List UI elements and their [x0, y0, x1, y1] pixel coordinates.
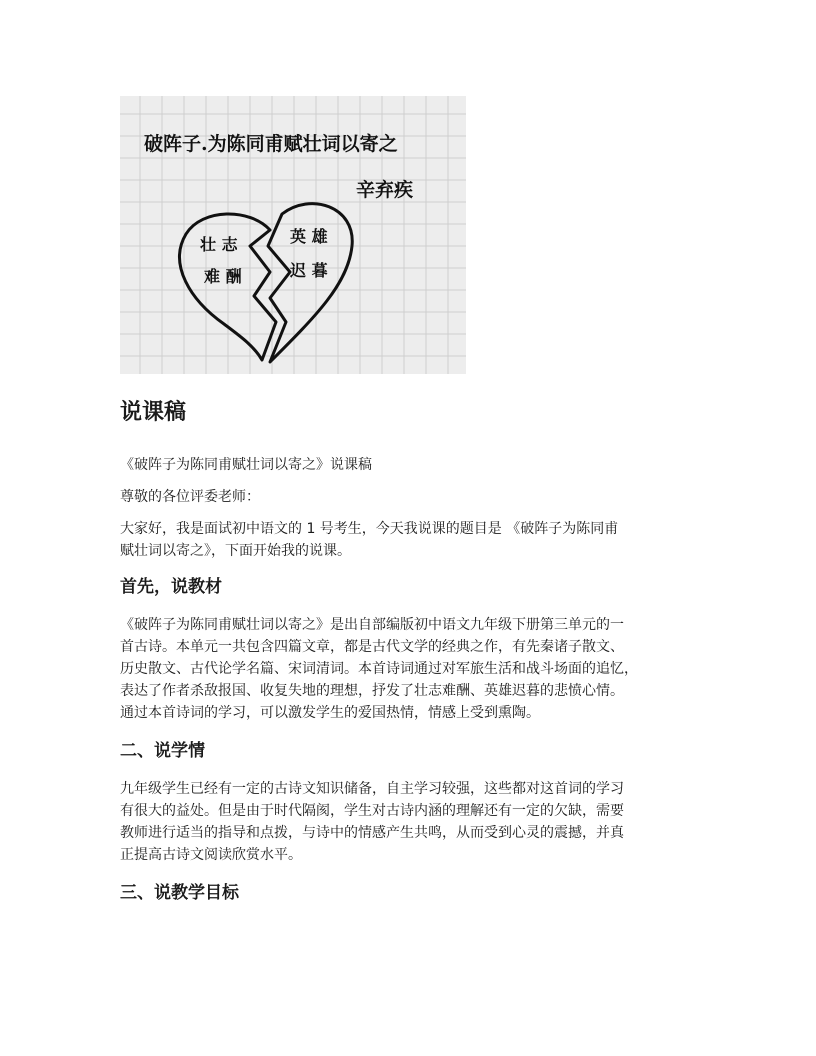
intro-paragraph [120, 518, 710, 562]
doc-heading: 说课稿 [120, 400, 187, 425]
intro-line-1: 大家好，我是面试初中语文的 1 号考生，今天我说课的题目是 《破阵子为陈同甫 [120, 521, 619, 537]
section-1-paragraph [120, 614, 710, 724]
greeting: 尊敬的各位评委老师： [120, 489, 260, 505]
s1-line-1: 《破阵子为陈同甫赋壮词以寄之》是出自部编版初中语文九年级下册第三单元的一 [120, 617, 624, 633]
intro-line-2: 赋壮词以寄之》，下面开始我的说课。 [120, 543, 351, 559]
photo-drawing [120, 96, 466, 374]
s2-line-4: 正提高古诗文阅读欣赏水平。 [120, 847, 302, 863]
author-handwriting: 辛弃疾 [356, 179, 414, 201]
document-body [120, 396, 710, 920]
section-2-title: 二、说学情 [120, 741, 205, 761]
right-heart-line-1: 英 雄 [290, 227, 328, 246]
left-heart-line-1: 壮 志 [200, 235, 238, 254]
s1-line-5: 通过本首诗词的学习，可以激发学生的爱国热情，情感上受到熏陶。 [120, 705, 540, 721]
s2-line-1: 九年级学生已经有一定的古诗文知识储备，自主学习较强，这些都对这首词的学习 [120, 781, 624, 797]
handwritten-poem-photo [120, 96, 466, 374]
s1-line-3: 历史散文、古代论学名篇、宋词清词。本首诗词通过对军旅生活和战斗场面的追忆， [120, 661, 638, 677]
s2-line-3: 教师进行适当的指导和点拨，与诗中的情感产生共鸣，从而受到心灵的震撼，并真 [120, 825, 624, 841]
section-3-title: 三、说教学目标 [120, 883, 239, 903]
section-1-title: 首先，说教材 [120, 577, 222, 597]
poem-title-handwriting: 破阵子.为陈同甫赋壮词以寄之 [144, 133, 398, 155]
s1-line-4: 表达了作者杀敌报国、收复失地的理想，抒发了壮志难酬、英雄迟暮的悲愤心情。 [120, 683, 624, 699]
s1-line-2: 首古诗。本单元一共包含四篇文章，都是古代文学的经典之作，有先秦诸子散文、 [120, 639, 624, 655]
section-2-paragraph [120, 778, 710, 866]
doc-subtitle: 《破阵子为陈同甫赋壮词以寄之》说课稿 [120, 457, 372, 473]
right-heart-line-2: 迟 暮 [290, 261, 328, 280]
left-heart-line-2: 难 酬 [204, 267, 242, 286]
s2-line-2: 有很大的益处。但是由于时代隔阂，学生对古诗内涵的理解还有一定的欠缺，需要 [120, 803, 624, 819]
